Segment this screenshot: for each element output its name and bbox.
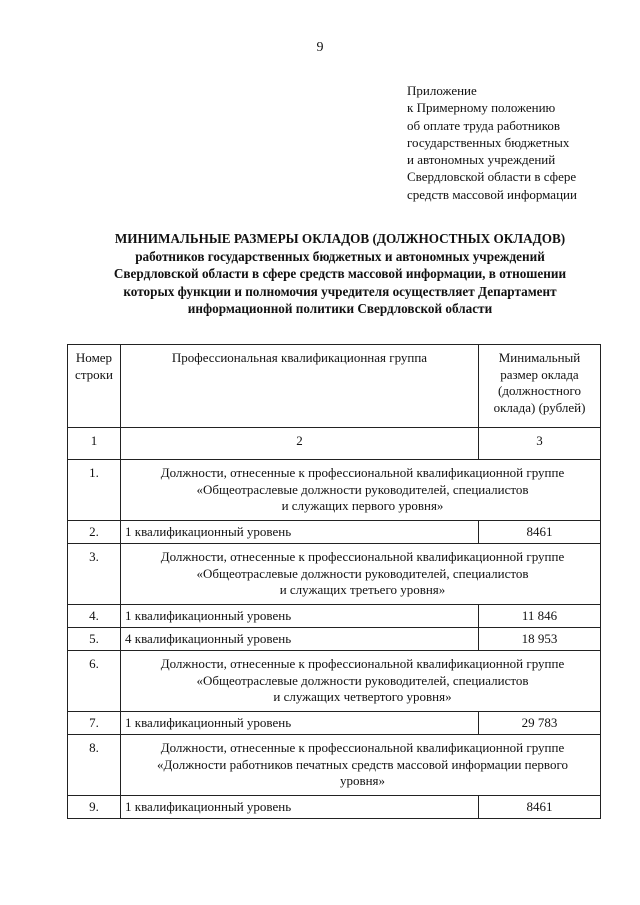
title-line: работников государственных бюджетных и автономных учреждений [135,248,545,264]
group-description: Должности, отнесенные к профессиональной квалификационной группе «Общеотраслевые должности руководителей, специалистов и служащих первого уровня» [121,460,601,521]
salary-amount: 29 783 [479,712,601,735]
salary-amount: 8461 [479,796,601,819]
column-index: 2 [121,428,479,460]
appendix-line: государственных бюджетных [407,134,570,150]
table-row-level [68,628,601,651]
column-index-row [68,428,601,460]
appendix-line: к Примерному положению [407,100,556,116]
qualification-level: 1 квалификационный уровень [121,712,479,735]
salary-amount: 11 846 [479,605,601,628]
table-header-row [68,345,601,428]
row-number: 8. [68,735,121,796]
appendix-line: Свердловской области в сфере [407,169,577,185]
table-row-level [68,521,601,544]
table-row-group [68,651,601,712]
title-line: МИНИМАЛЬНЫЕ РАЗМЕРЫ ОКЛАДОВ (ДОЛЖНОСТНЫХ ОКЛАДОВ) [114,231,566,246]
document-title [60,230,620,318]
group-description: Должности, отнесенные к профессиональной квалификационной группе «Общеотраслевые должности руководителей, специалистов и служащих третьего уровня» [121,544,601,605]
table-row-level [68,796,601,819]
qualification-level: 1 квалификационный уровень [121,605,479,628]
table-row-level [68,605,601,628]
group-description: Должности, отнесенные к профессиональной квалификационной группе «Должности работников печатных средств массовой информации первого уровня» [121,735,601,796]
header-qualification-group: Профессиональная квалификационная группа [121,345,479,428]
row-number: 9. [68,796,121,819]
qualification-level: 1 квалификационный уровень [121,796,479,819]
row-number: 5. [68,628,121,651]
table-row-level [68,712,601,735]
row-number: 1. [68,460,121,521]
row-number: 4. [68,605,121,628]
appendix-line: средств массовой информации [407,186,577,202]
header-minimum-salary: Минимальный размер оклада (должностного оклада) (рублей) [479,345,601,428]
title-line: информационной политики Свердловской области [187,301,493,316]
appendix-line: Приложение [407,83,477,98]
column-index: 3 [479,428,601,460]
title-line: Свердловской области в сфере средств массовой информации, в отношении [113,266,567,281]
appendix-line: об оплате труда работников [407,117,561,133]
salary-amount: 8461 [479,521,601,544]
salary-table [67,344,601,819]
salary-amount: 18 953 [479,628,601,651]
page-number: 9 [316,40,324,55]
group-description: Должности, отнесенные к профессиональной квалификационной группе «Общеотраслевые должности руководителей, специалистов и служащих четвертого уровня» [121,651,601,712]
row-number: 7. [68,712,121,735]
row-number: 3. [68,544,121,605]
appendix-line: и автономных учреждений [407,152,556,168]
table-row-group [68,544,601,605]
row-number: 6. [68,651,121,712]
column-index: 1 [68,428,121,460]
title-line: которых функции и полномочия учредителя осуществляет Департамент [123,283,557,299]
appendix-note [407,82,632,203]
qualification-level: 4 квалификационный уровень [121,628,479,651]
qualification-level: 1 квалификационный уровень [121,521,479,544]
header-row-number: Номер строки [68,345,121,428]
table-row-group [68,460,601,521]
row-number: 2. [68,521,121,544]
table-row-group [68,735,601,796]
